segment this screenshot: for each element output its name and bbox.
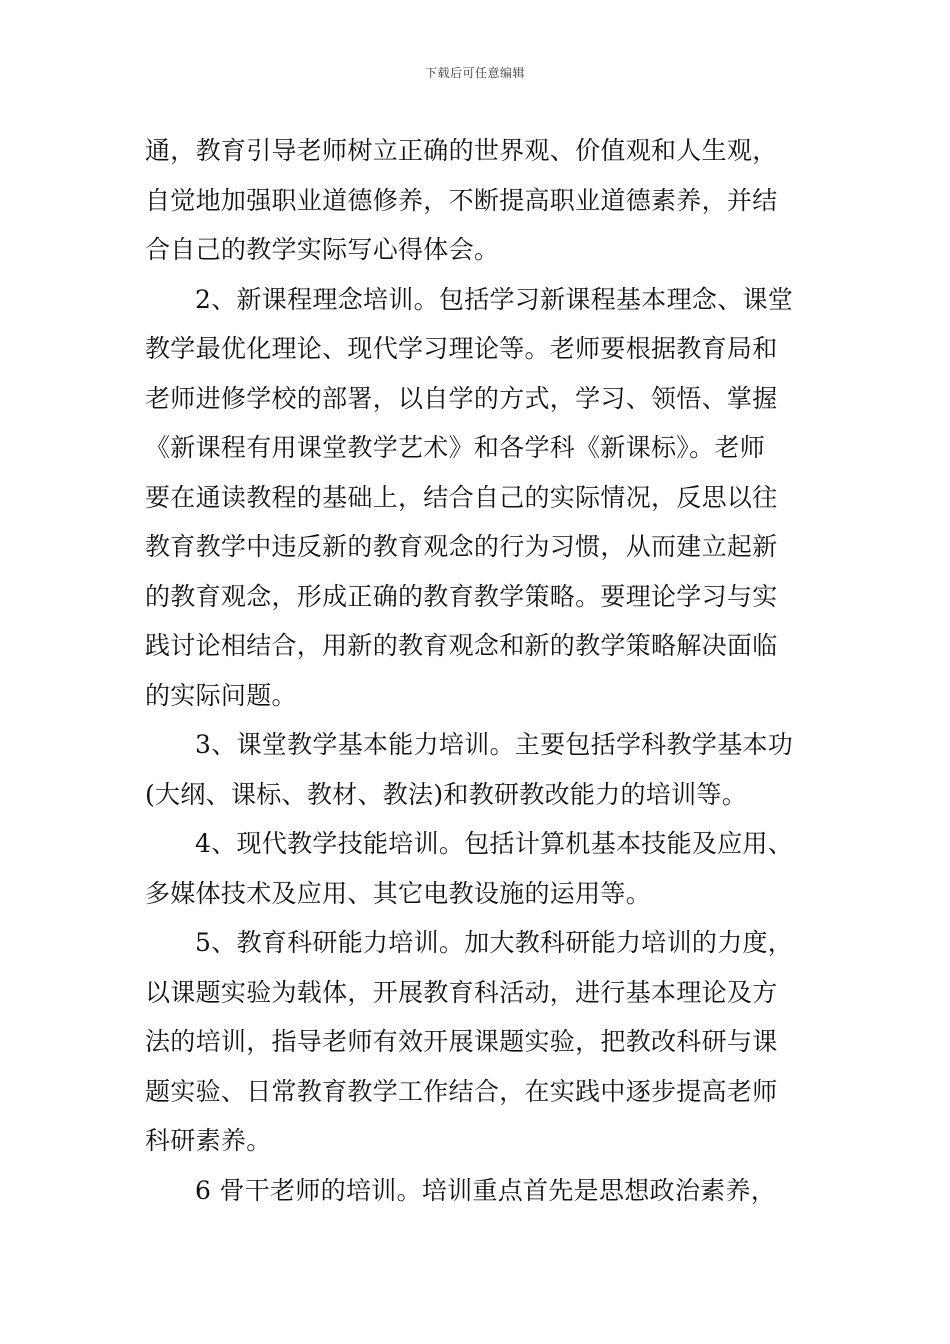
text-line: 法的培训，指导老师有效开展课题实验，把教改科研与课 — [145, 1027, 778, 1056]
paragraph — [145, 126, 809, 275]
text-line: 以课题实验为载体，开展教育科活动，进行基本理论及方 — [145, 977, 778, 1007]
text-line: (大纲、课标、教材、教法)和教研教改能力的培训等。 — [145, 779, 748, 809]
text-line: 的实际问题。 — [145, 680, 297, 710]
text-line: 通，教育引导老师树立正确的世界观、价值观和人生观， — [145, 136, 778, 165]
paragraph — [145, 275, 809, 721]
text-line: 《新课程有用课堂教学艺术》和各学科《新课标》。老师 — [145, 433, 766, 462]
text-line: 要在通读教程的基础上，结合自己的实际情况，反思以往 — [145, 482, 778, 512]
text-line: 题实验、日常教育教学工作结合，在实践中逐步提高老师 — [145, 1076, 778, 1106]
text-line: 老师进修学校的部署，以自学的方式，学习、领悟、掌握 — [145, 383, 778, 413]
text-line: 6 骨干老师的培训。培训重点首先是思想政治素养， — [195, 1175, 777, 1205]
text-line: 多媒体技术及应用、其它电教设施的运用等。 — [145, 878, 652, 908]
document-body — [145, 126, 809, 1215]
text-line: 的教育观念，形成正确的教育教学策略。要理论学习与实 — [145, 581, 778, 611]
text-line: 科研素养。 — [145, 1126, 272, 1155]
paragraph — [145, 918, 809, 1166]
page-header: 下载后可任意编辑 — [424, 66, 525, 80]
paragraph — [145, 720, 809, 819]
text-line: 5、教育科研能力培训。加大教科研能力培训的力度， — [195, 928, 794, 957]
text-line: 2、新课程理念培训。包括学习新课程基本理念、课堂 — [195, 284, 794, 314]
text-line: 自觉地加强职业道德修养，不断提高职业道德素养，并结 — [145, 185, 778, 215]
paragraph — [145, 819, 809, 918]
text-line: 合自己的教学实际写心得体会。 — [145, 235, 500, 264]
text-line: 3、课堂教学基本能力培训。主要包括学科教学基本功 — [195, 730, 794, 759]
text-line: 4、现代教学技能培训。包括计算机基本技能及应用、 — [195, 829, 794, 858]
text-line: 教育教学中违反新的教育观念的行为习惯，从而建立起新 — [145, 532, 778, 561]
text-line: 践讨论相结合，用新的教育观念和新的教学策略解决面临 — [145, 631, 778, 660]
paragraph — [145, 1166, 809, 1216]
text-line: 教学最优化理论、现代学习理论等。老师要根据教育局和 — [145, 334, 778, 363]
